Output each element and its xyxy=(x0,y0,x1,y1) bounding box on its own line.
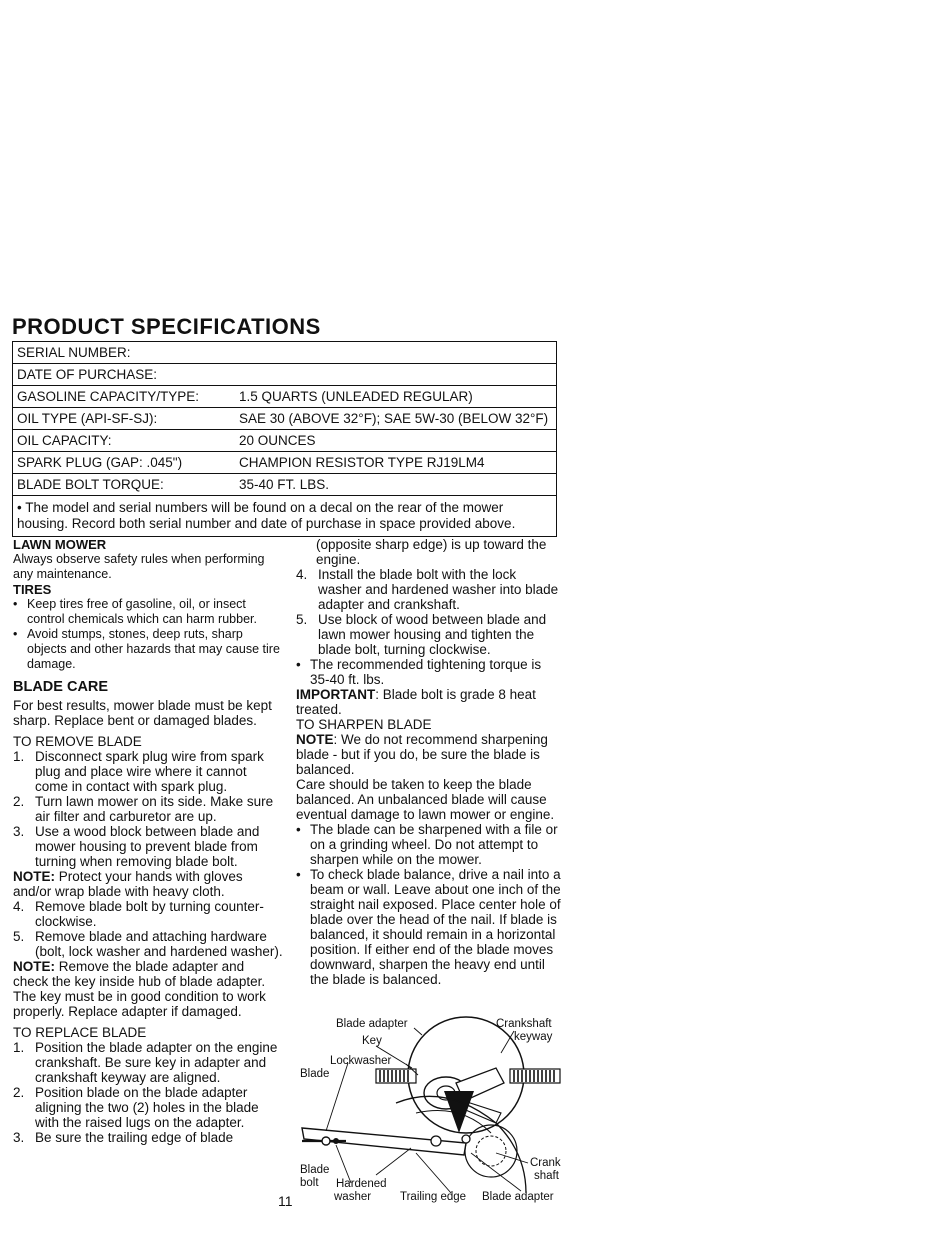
list-item: 5. Use block of wood between blade and lawn mower housing and tighten the blade bolt, turning clockwise. xyxy=(296,612,547,657)
label-blade: Blade xyxy=(300,1068,330,1080)
replace-blade-heading: TO REPLACE BLADE xyxy=(13,1025,147,1040)
spec-label: OIL CAPACITY: xyxy=(17,433,112,448)
label-trailing-edge: Trailing edge xyxy=(400,1191,467,1203)
spec-value: 35-40 FT. LBS. xyxy=(239,477,330,492)
label-shaft: shaft xyxy=(534,1170,559,1182)
spec-value: CHAMPION RESISTOR TYPE RJ19LM4 xyxy=(239,455,485,470)
spec-table xyxy=(12,341,557,537)
spec-label: DATE OF PURCHASE: xyxy=(17,367,158,382)
label-crank: Crank xyxy=(530,1157,561,1169)
sharpen-bullets xyxy=(296,822,561,987)
spec-label: SPARK PLUG (GAP: .045") xyxy=(17,455,183,470)
remove-blade-heading: TO REMOVE BLADE xyxy=(13,734,142,749)
remove-steps xyxy=(13,749,283,869)
list-item: 2. Position blade on the blade adapter aligning the two (2) holes in the blade with the raised lugs on the adapter. xyxy=(13,1085,259,1130)
spec-value: 1.5 QUARTS (UNLEADED REGULAR) xyxy=(239,389,473,404)
left-column xyxy=(13,537,283,1145)
label-blade-adapter: Blade adapter xyxy=(336,1018,408,1030)
important-note: IMPORTANT: Blade bolt is grade 8 heat treated. xyxy=(296,687,536,717)
spec-value: SAE 30 (ABOVE 32°F); SAE 5W-30 (BELOW 32°F) xyxy=(239,411,549,426)
list-item: • Avoid stumps, stones, deep ruts, sharp objects and other hazards that may cause tire damage. xyxy=(13,627,280,671)
list-item: • The blade can be sharpened with a file or on a grinding wheel. Do not attempt to sharpen while on the mower. xyxy=(296,822,558,867)
list-item: 4. Remove blade bolt by turning counter-clockwise. xyxy=(13,899,264,929)
list-item: 1. Position the blade adapter on the engine crankshaft. Be sure key in adapter and crankshaft keyway are aligned. xyxy=(13,1040,278,1085)
lawn-mower-text: Always observe safety rules when performing any maintenance. xyxy=(13,552,265,581)
sharpen-note: NOTE: We do not recommend sharpening blade - but if you do, be sure the blade is balanced. xyxy=(296,732,548,777)
label-hardened: Hardened xyxy=(336,1178,387,1190)
tires-list xyxy=(13,597,283,672)
spec-note: • The model and serial numbers will be found on a decal on the rear of the mower housing. Record both serial number and date of purchase in space provided above. xyxy=(17,500,516,531)
label-lockwasher: Lockwasher xyxy=(330,1055,392,1067)
remove-steps-2 xyxy=(13,899,283,959)
list-item: 1. Disconnect spark plug wire from spark plug and place wire where it cannot come in contact with spark plug. xyxy=(13,749,264,794)
label-crankshaft: Crankshaft xyxy=(496,1018,552,1030)
list-item: 4. Install the blade bolt with the lock washer and hardened washer into blade adapter and crankshaft. xyxy=(296,567,559,612)
spec-label: SERIAL NUMBER: xyxy=(17,345,131,360)
spec-value: 20 OUNCES xyxy=(239,433,316,448)
spec-row-gasoline xyxy=(13,386,556,408)
label-blade-bolt-1: Blade xyxy=(300,1164,330,1176)
list-item: • To check blade balance, drive a nail into a beam or wall. Leave about one inch of the straight nail exposed. Place center hole of blade over the head of the nail. If blade is balanced, it should remain in a horizontal position. If either end of the blade moves downward, sharpen the heavy end until the blade is balanced. xyxy=(296,867,561,987)
spec-label: OIL TYPE (API-SF-SJ): xyxy=(17,411,158,426)
spec-row-oil-capacity xyxy=(13,430,556,452)
page-title: PRODUCT SPECIFICATIONS xyxy=(12,314,321,339)
label-key: Key xyxy=(362,1035,382,1047)
list-item: • The recommended tightening torque is 35-40 ft. lbs. xyxy=(296,657,542,687)
list-item: 3. Use a wood block between blade and mower housing to prevent blade from turning when removing blade bolt. xyxy=(13,824,260,869)
sharpen-blade-heading: TO SHARPEN BLADE xyxy=(296,717,432,732)
spec-row-blade-torque xyxy=(13,474,556,496)
spec-row-serial xyxy=(13,342,556,364)
install-steps xyxy=(296,567,561,657)
blade-care-heading: BLADE CARE xyxy=(13,679,109,695)
note-gloves: NOTE: Protect your hands with gloves and/or wrap blade with heavy cloth. xyxy=(13,869,243,899)
label-blade-adapter-bottom: Blade adapter xyxy=(482,1191,554,1203)
leader-lines xyxy=(326,1028,528,1193)
list-item: • Keep tires free of gasoline, oil, or insect control chemicals which can harm rubber. xyxy=(13,597,257,626)
list-item: 3. Be sure the trailing edge of blade xyxy=(13,1130,234,1145)
lawn-mower-heading: LAWN MOWER xyxy=(13,537,107,552)
label-keyway: keyway xyxy=(514,1031,553,1043)
right-column xyxy=(296,537,561,987)
continued-text: (opposite sharp edge) is up toward the engine. xyxy=(316,537,547,567)
tires-heading: TIRES xyxy=(13,582,52,597)
spec-row-date xyxy=(13,364,556,386)
blade-assembly-diagram xyxy=(296,1013,566,1208)
spec-row-spark-plug xyxy=(13,452,556,474)
spec-label: BLADE BOLT TORQUE: xyxy=(17,477,164,492)
replace-steps xyxy=(13,1040,283,1145)
page-number: 11 xyxy=(278,1193,293,1209)
spec-row-oil-type xyxy=(13,408,556,430)
label-washer: washer xyxy=(334,1191,372,1203)
spec-label: GASOLINE CAPACITY/TYPE: xyxy=(17,389,200,404)
list-item: 5. Remove blade and attaching hardware (bolt, lock washer and hardened washer). xyxy=(13,929,283,959)
note-adapter: NOTE: Remove the blade adapter and check the key inside hub of blade adapter. The key must be in good condition to work properly. Replace adapter if damaged. xyxy=(13,959,266,1019)
label-blade-bolt-2: bolt xyxy=(300,1177,319,1189)
blade-care-text: For best results, mower blade must be kept sharp. Replace bent or damaged blades. xyxy=(13,698,272,728)
care-text: Care should be taken to keep the blade balanced. An unbalanced blade will cause eventual damage to lawn mower or engine. xyxy=(296,777,555,822)
list-item: 2. Turn lawn mower on its side. Make sure air filter and carburetor are up. xyxy=(13,794,274,824)
